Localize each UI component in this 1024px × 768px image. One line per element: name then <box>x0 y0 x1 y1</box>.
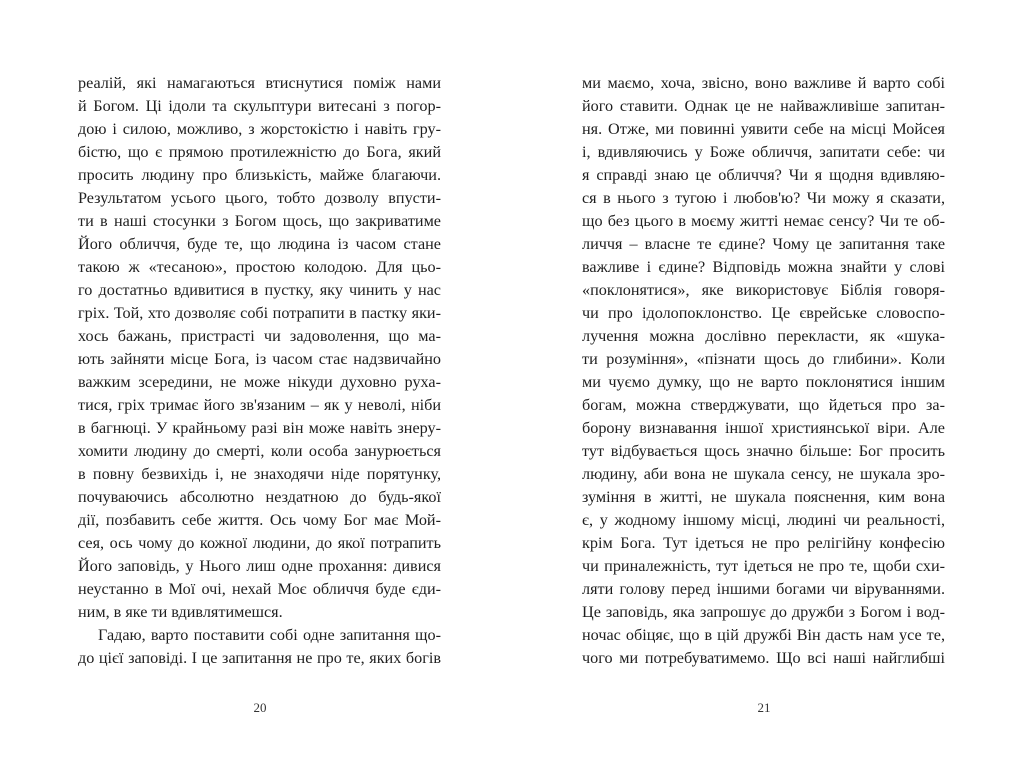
text-line: неустанно в Мої очі, нехай Моє обличчя буде єди- <box>78 580 441 598</box>
text-line: го достатньо вдивитися в пустку, яку чинить у нас <box>78 281 441 299</box>
text-line: ляти голову перед іншими богами чи віруваннями. <box>582 580 945 598</box>
text-line: богам, можна стверджувати, що йдеться про за- <box>582 396 945 414</box>
text-line: Його обличчя, буде те, що людина із часом стане <box>78 235 441 253</box>
text-line: гріх. Той, хто дозволяє собі потрапити в пастку яки- <box>78 304 441 322</box>
text-line: хомити людину до смерті, коли особа занурюється <box>78 442 441 460</box>
text-line: важливе і єдине? Відповідь можна знайти у слові <box>582 258 945 276</box>
text-line: ти в наші стосунки з Богом щось, що закриватиме <box>78 212 441 230</box>
text-line: і, вдивляючись у Боже обличчя, запитати себе: чи <box>582 143 945 161</box>
text-line: ми маємо, хоча, звісно, воно важливе й варто собі <box>582 74 945 92</box>
text-line: бістю, що є прямою протилежністю до Бога, який <box>78 143 441 161</box>
text-line: тут відбувається щось значно більше: Бог просить <box>582 442 945 460</box>
text-line: тися, гріх тримає його зв'язаним – як у неволі, ніби <box>78 396 441 414</box>
text-line: чого ми потребуватимемо. Що всі наші найглибші <box>582 649 945 667</box>
text-line: що без цього в моєму житті немає сенсу? Чи те об- <box>582 212 945 230</box>
text-line: в повну безвихідь і, не знаходячи ніде порятунку, <box>78 465 441 483</box>
page-number: 21 <box>757 700 771 715</box>
text-line: дою і силою, можливо, з жорстокістю і навіть гру- <box>78 120 441 138</box>
text-line: крім Бога. Тут ідеться не про релігійну конфесію <box>582 534 945 552</box>
text-line: зуміння в житті, не шукала пояснення, ким вона <box>582 488 945 506</box>
text-line: важким зсередини, не може нікуди духовно руха- <box>78 373 441 391</box>
text-line: ня. Отже, ми повинні уявити себе на місці Мойсея <box>582 120 945 138</box>
text-line: реалій, які намагаються втиснутися поміж нами <box>78 74 441 92</box>
text-line: такою ж «тесаною», простою колодою. Для цьо- <box>78 258 441 276</box>
text-line: Його заповідь, у Нього лиш одне прохання: дивися <box>78 557 441 575</box>
text-line: й Богом. Ці ідоли та скульптури витесані з погор- <box>78 97 441 115</box>
text-line: ним, в яке ти вдивлятимешся. <box>78 603 283 621</box>
text-line: ти розуміння», «пізнати щось до глибини». Коли <box>582 350 945 368</box>
text-line: ють зайняти місце Бога, із часом стає надзвичайно <box>78 350 441 368</box>
text-line: є, у жодному іншому місці, людині чи реальності, <box>582 511 945 529</box>
text-line: я справді знаю це обличчя? Чи я щодня вдивляю- <box>582 166 945 184</box>
text-line: в багнюці. У крайньому разі він може навіть знеру- <box>78 419 441 437</box>
text-line: «поклонятися», яке використовує Біблія говоря- <box>582 281 945 299</box>
text-line: личчя – власне те єдине? Чому це запитання таке <box>582 235 945 253</box>
text-line: ся в нього з тугою і любов'ю? Чи можу я сказати, <box>582 189 945 207</box>
text-line: Це заповідь, яка запрошує до дружби з Богом і вод- <box>582 603 945 621</box>
text-line: лучення можна дослівно перекласти, як «шука- <box>582 327 945 345</box>
text-line: ми чуємо думку, що не варто поклонятися іншим <box>582 373 945 391</box>
text-line: його ставити. Однак це не найважливіше запитан- <box>582 97 945 115</box>
text-line: людину, аби вона не шукала сенсу, не шукала зро- <box>582 465 945 483</box>
text-line: борону визнавання іншої християнської віри. Але <box>582 419 945 437</box>
text-line: Результатом усього цього, тобто дозволу впусти- <box>78 189 441 207</box>
text-line: сея, ось чому до кожної людини, до якої потрапить <box>78 534 441 552</box>
text-line: ночас обіцяє, що в цій дружбі Він дасть нам усе те, <box>582 626 945 644</box>
page-number: 20 <box>253 700 267 715</box>
text-line: Гадаю, варто поставити собі одне запитання що- <box>98 626 441 644</box>
text-line: чи про ідолопоклонство. Це єврейське словоспо- <box>582 304 945 322</box>
right-page <box>512 0 1024 768</box>
text-line: почуваючись абсолютно нездатною до будь-якої <box>78 488 441 506</box>
text-line: дії, позбавить себе життя. Ось чому Бог має Мой- <box>78 511 441 529</box>
text-line: хось бажань, пристрасті чи задоволення, що ма- <box>78 327 441 345</box>
text-line: чи приналежність, тут ідеться не про те, щоби схи- <box>582 557 945 575</box>
text-line: просить людину про близькість, майже благаючи. <box>78 166 441 184</box>
text-line: до цієї заповіді. І це запитання не про те, яких богів <box>78 649 441 667</box>
